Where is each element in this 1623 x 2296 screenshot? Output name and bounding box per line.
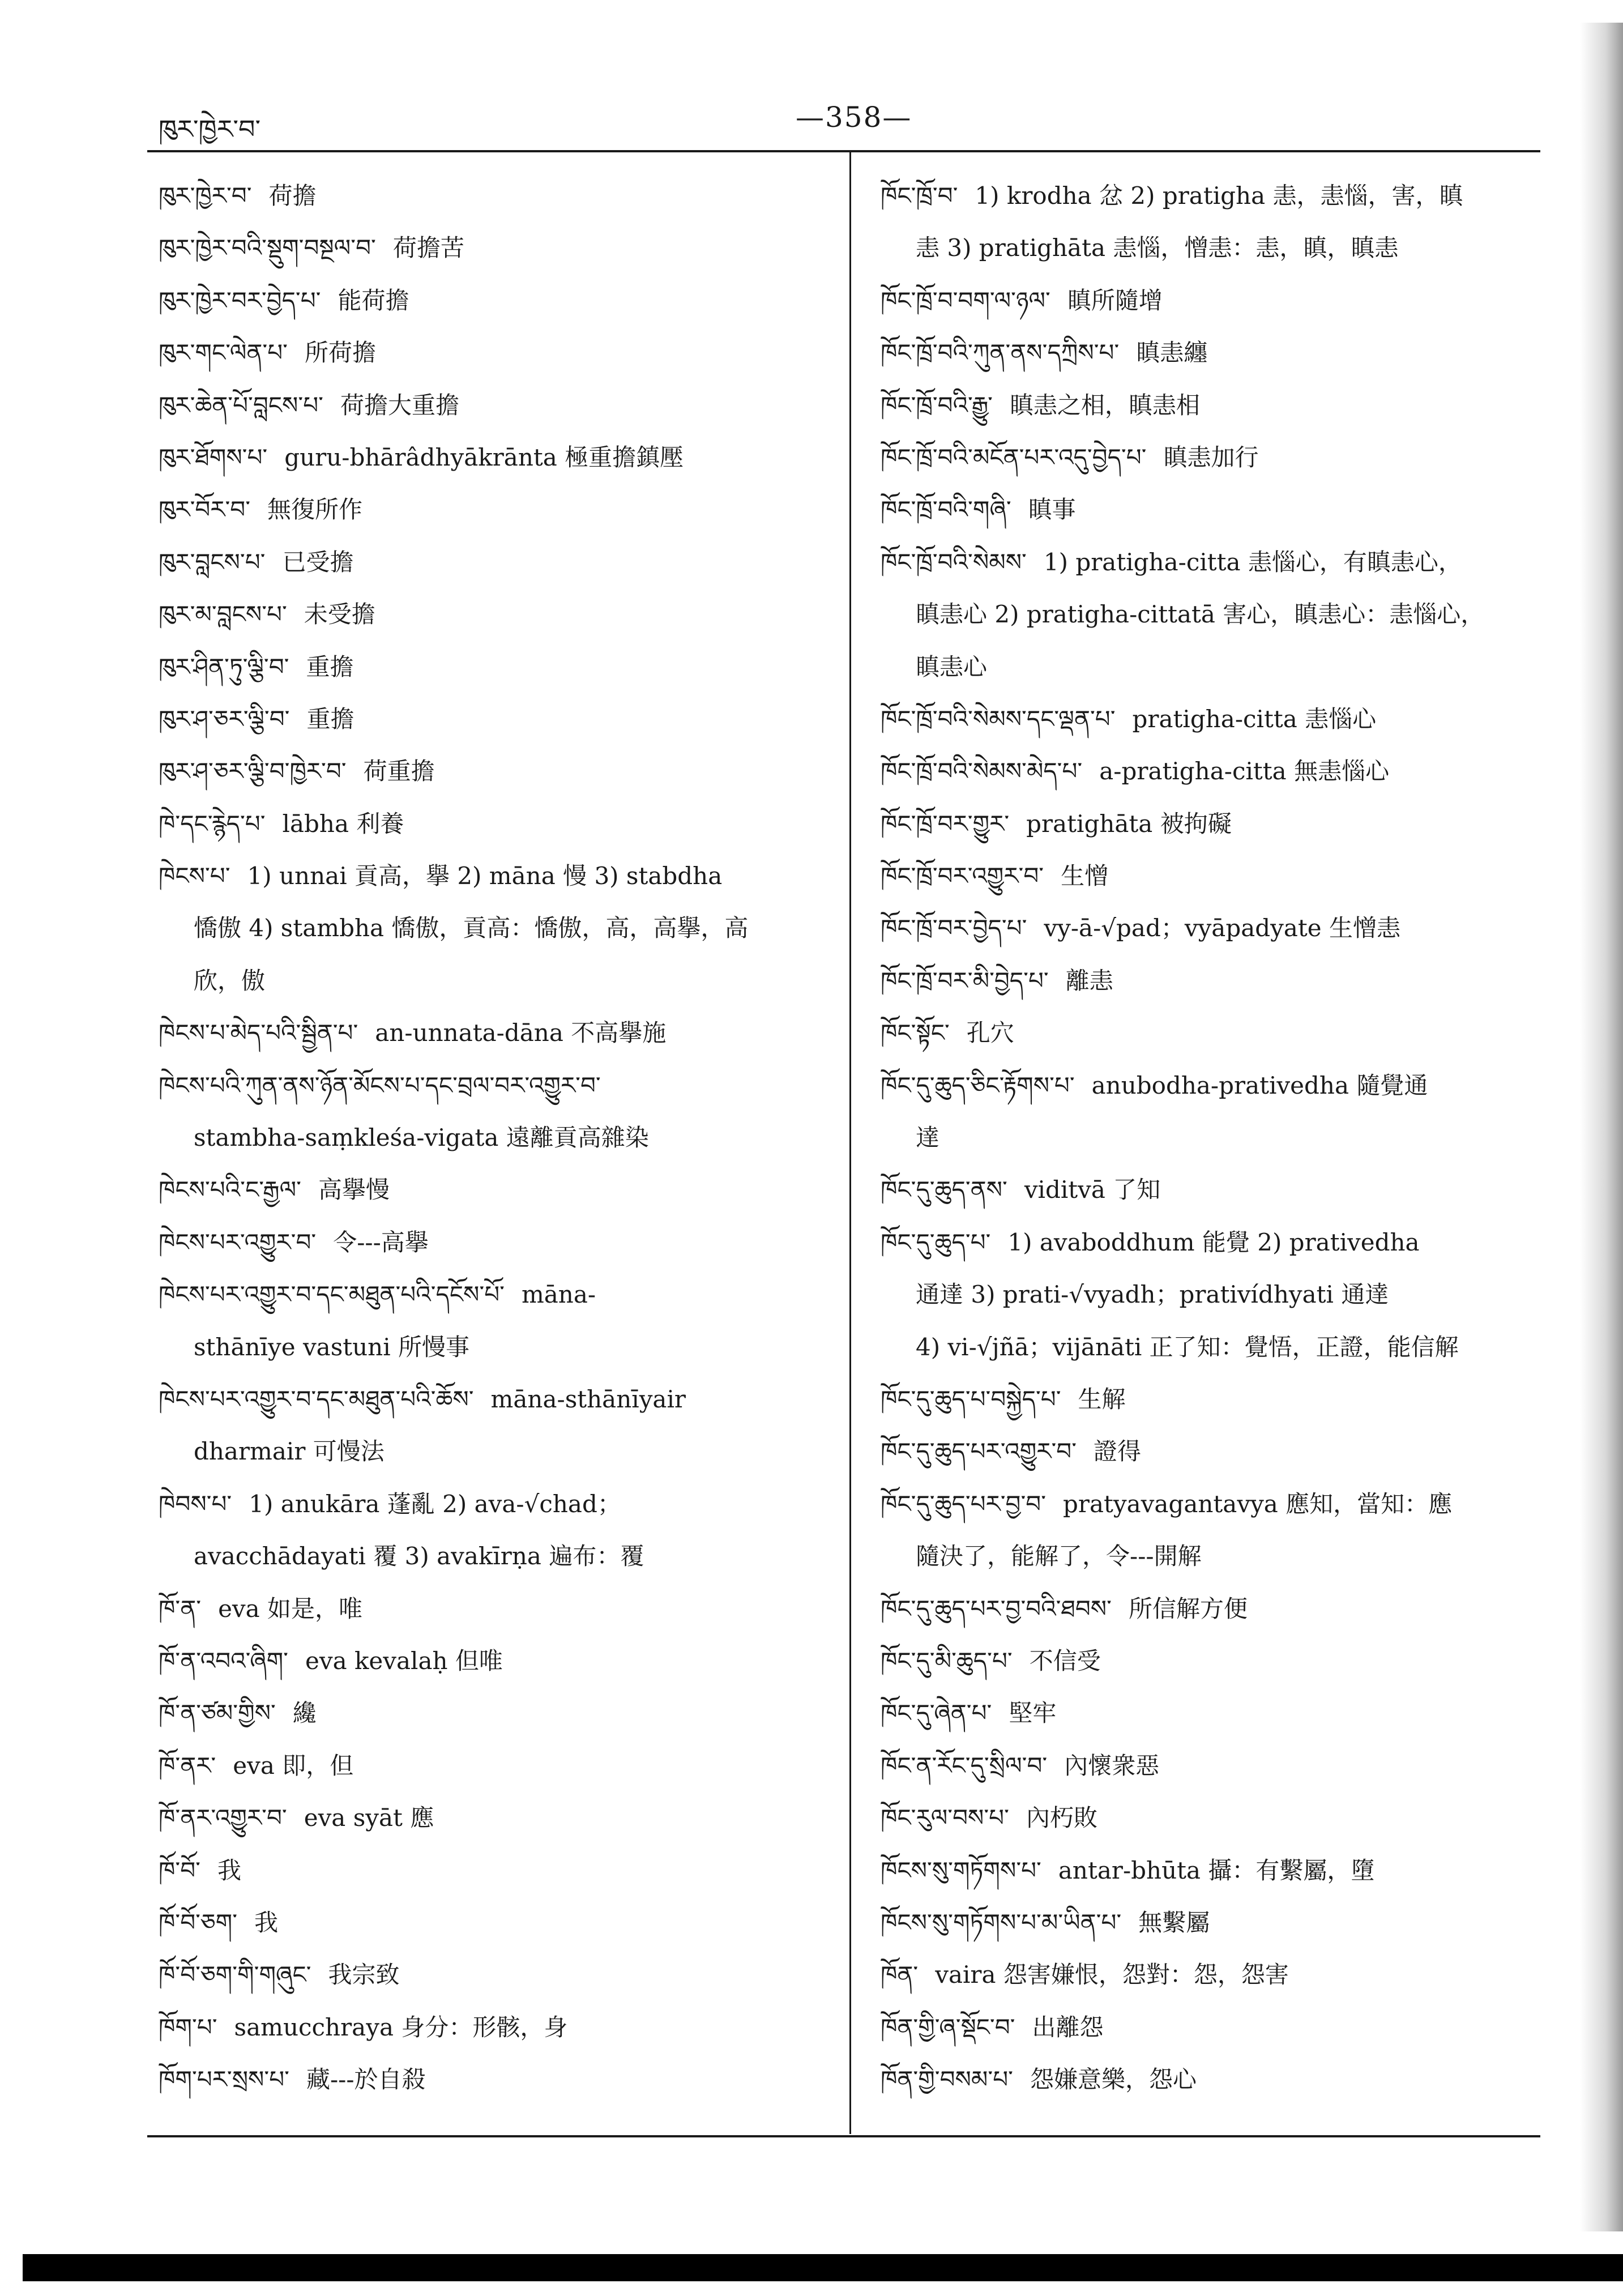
entry-gloss: 達 xyxy=(916,1124,940,1152)
tibetan-headword: ཁོག་པར་སྲས་པ་ xyxy=(159,2065,289,2094)
dictionary-entry xyxy=(159,222,827,274)
dictionary-entry xyxy=(881,327,1549,379)
entry-continuation xyxy=(159,1530,827,1582)
dictionary-entry xyxy=(159,536,827,588)
tibetan-headword: ཁེབས་པ་ xyxy=(159,1490,232,1518)
tibetan-headword: ཁུར་ཆེན་པོ་བླངས་པ་ xyxy=(159,391,323,419)
tibetan-headword: ཁོང་ཁྲོ་བར་བྱེད་པ་ xyxy=(881,914,1027,942)
column-divider xyxy=(849,152,851,2134)
dictionary-entry xyxy=(159,745,827,797)
entry-gloss: 所荷擔 xyxy=(304,339,376,367)
tibetan-headword: ཁོང་ཁྲོ་བའི་སེམས་དང་ལྡན་པ་ xyxy=(881,705,1116,733)
tibetan-headword: ཁུར་ཤ་ཅར་ལྕི་བ་ xyxy=(159,705,290,733)
entry-gloss: 隨決了，能解了，令---開解 xyxy=(916,1542,1202,1571)
tibetan-headword: ཁོ་ན་ཙམ་གྱིས་ xyxy=(159,1699,276,1727)
entry-gloss: māna-sthānīyair xyxy=(490,1385,686,1413)
entry-gloss: 無繫屬 xyxy=(1138,1908,1210,1936)
entry-gloss: 1) unnai 貢高，擧 2) māna 慢 3) stabdha xyxy=(247,862,723,890)
tibetan-headword: ཁོང་རུལ་བས་པ་ xyxy=(881,1804,1009,1832)
dictionary-entry xyxy=(881,536,1549,588)
tibetan-headword: ཁེ་དང་རྙེད་པ་ xyxy=(159,809,266,838)
tibetan-headword: ཁོ་བོ་ཅག་གི་གཞུང་ xyxy=(159,1961,311,1989)
entry-gloss: antar-bhūta 攝：有繫屬，墮 xyxy=(1058,1856,1375,1884)
tibetan-headword: ཁོང་ཁྲོ་བར་མི་བྱེད་པ་ xyxy=(881,966,1049,995)
entry-gloss: 1) anukāra 蓬亂 2) ava-√chad； xyxy=(249,1490,621,1518)
entry-continuation xyxy=(159,1426,827,1478)
entry-gloss: lābha 利養 xyxy=(282,809,404,838)
entry-gloss: vaira 怨害嫌恨，怨對：怨，怨害 xyxy=(935,1961,1289,1989)
entry-continuation xyxy=(881,1269,1549,1321)
entry-gloss: sthānīye vastuni 所慢事 xyxy=(194,1333,470,1361)
tibetan-headword: ཁོན་གྱི་བསམ་པ་ xyxy=(881,2065,1013,2094)
entry-gloss: 生憎 xyxy=(1061,862,1109,890)
dictionary-entry xyxy=(881,1635,1549,1687)
entry-gloss: 瞋恚心 xyxy=(916,652,988,681)
entry-gloss: 瞋恚加行 xyxy=(1163,443,1259,471)
dictionary-entry xyxy=(881,1583,1549,1635)
dictionary-entry xyxy=(159,1949,827,2001)
dictionary-entry xyxy=(159,1373,827,1426)
dictionary-entry xyxy=(881,1426,1549,1478)
tibetan-headword: ཁོང་དུ་ཆུད་པར་བྱ་བ་ xyxy=(881,1490,1047,1518)
entry-gloss: 瞋所隨增 xyxy=(1067,286,1163,314)
entry-gloss: eva syāt 應 xyxy=(304,1804,434,1832)
tibetan-headword: ཁོངས་སུ་གཏོགས་པ་མ་ཡིན་པ་ xyxy=(881,1908,1122,1936)
dictionary-entry xyxy=(159,850,827,902)
entry-continuation xyxy=(881,588,1549,641)
dictionary-entry xyxy=(159,327,827,379)
tibetan-headword: ཁེངས་པའི་ཀུན་ནས་ཉོན་མོངས་པ་དང་བྲལ་བར་འགྱུར་བ་ xyxy=(159,1071,601,1099)
dictionary-entry xyxy=(159,798,827,850)
tibetan-headword: ཁོང་ཁྲོ་བར་གྱུར་ xyxy=(881,809,1010,838)
tibetan-headword: ཁོ་བོ་ xyxy=(159,1856,200,1884)
tibetan-headword: ཁོང་དུ་ཆུད་ནས་ xyxy=(881,1176,1007,1204)
dictionary-entry xyxy=(159,1897,827,1949)
tibetan-headword: ཁོང་ཁྲོ་བའི་མངོན་པར་འདུ་བྱེད་པ་ xyxy=(881,443,1147,471)
tibetan-headword: ཁོ་ནར་འགྱུར་བ་ xyxy=(159,1804,287,1832)
entry-gloss: 瞋恚之相，瞋恚相 xyxy=(1009,391,1200,419)
entry-gloss: 高擧慢 xyxy=(318,1176,390,1204)
dictionary-entry xyxy=(881,1007,1549,1059)
dictionary-entry xyxy=(159,1217,827,1269)
dictionary-entry xyxy=(159,1687,827,1739)
entry-gloss: 欣，傲 xyxy=(194,966,266,995)
entry-gloss: a-pratigha-citta 無恚惱心 xyxy=(1099,757,1390,786)
entry-gloss: 證得 xyxy=(1094,1437,1142,1466)
entry-continuation xyxy=(881,1321,1549,1373)
entry-gloss: samucchraya 身分：形骸，身 xyxy=(234,2013,568,2041)
dictionary-entry xyxy=(159,1269,827,1321)
tibetan-headword: ཁོང་ཁྲོ་བ་ xyxy=(881,182,958,210)
dictionary-entry xyxy=(159,1740,827,1792)
entry-gloss: avacchādayati 覆 3) avakīrṇa 遍布：覆 xyxy=(194,1542,644,1571)
tibetan-headword: ཁོན་གྱི་ཞ་སྡོང་བ་ xyxy=(881,2013,1015,2041)
entry-gloss: 1) pratigha-citta 恚惱心，有瞋恚心， xyxy=(1043,548,1462,576)
tibetan-headword: ཁོང་དུ་མི་ཆུད་པ་ xyxy=(881,1646,1013,1675)
entry-gloss: 纔 xyxy=(292,1699,317,1727)
entry-gloss: māna- xyxy=(521,1281,596,1309)
entry-gloss: 重擔 xyxy=(306,652,354,681)
scan-border xyxy=(23,2254,1623,2281)
tibetan-headword: ཁོང་དུ་ཆུད་པ་བསྐྱེད་པ་ xyxy=(881,1385,1061,1413)
entry-gloss: 藏---於自殺 xyxy=(306,2065,426,2094)
dictionary-entry xyxy=(881,955,1549,1007)
entry-gloss: 通達 3) prati-√vyadh；prativídhyati 通達 xyxy=(916,1281,1389,1309)
dictionary-entry xyxy=(881,1373,1549,1426)
entry-continuation xyxy=(881,1112,1549,1164)
entry-gloss: guru-bhārâdhyākrānta 極重擔鎮壓 xyxy=(284,443,684,471)
dictionary-entry xyxy=(159,588,827,641)
entry-gloss: 荷擔苦 xyxy=(392,234,464,262)
tibetan-headword: ཁེངས་པར་འགྱུར་བ་དང་མཐུན་པའི་ཆོས་ xyxy=(159,1385,474,1413)
entry-gloss: 1) krodha 忿 2) pratigha 恚，恚惱，害，瞋 xyxy=(975,182,1463,210)
tibetan-headword: ཁོང་དུ་ཆུད་ཅིང་རྟོགས་པ་ xyxy=(881,1071,1075,1099)
tibetan-headword: ཁེངས་པར་འགྱུར་བ་དང་མཐུན་པའི་དངོས་པོ་ xyxy=(159,1281,505,1309)
entry-continuation xyxy=(159,1112,827,1164)
tibetan-headword: ཁོང་ཁྲོ་བར་འགྱུར་བ་ xyxy=(881,862,1044,890)
entry-gloss: eva 即，但 xyxy=(233,1751,354,1779)
tibetan-headword: ཁོང་དུ་ཆུད་པར་འགྱུར་བ་ xyxy=(881,1437,1077,1466)
entry-gloss: pratighāta 被拘礙 xyxy=(1026,809,1232,838)
tibetan-headword: ཁུར་ཁྱེར་བའི་སྡུག་བསྔལ་བ་ xyxy=(159,234,376,262)
dictionary-entry xyxy=(881,170,1549,222)
entry-gloss: 1) avaboddhum 能覺 2) prativedha xyxy=(1007,1228,1420,1256)
dictionary-entry xyxy=(881,1792,1549,1844)
dictionary-entry xyxy=(881,484,1549,536)
bottom-rule xyxy=(147,2135,1540,2137)
tibetan-headword: ཁོ་ན་ xyxy=(159,1594,202,1623)
tibetan-headword: ཁོ་ནར་ xyxy=(159,1751,216,1779)
entry-gloss: 怨嫌意樂，怨心 xyxy=(1030,2065,1197,2094)
dictionary-entry xyxy=(159,2001,827,2054)
dictionary-entry xyxy=(159,1635,827,1687)
tibetan-headword: ཁུར་ཁྱེར་བར་བྱེད་པ་ xyxy=(159,286,321,314)
dictionary-entry xyxy=(159,1478,827,1530)
dictionary-entry xyxy=(881,1897,1549,1949)
entry-gloss: 瞋事 xyxy=(1028,496,1076,524)
entry-gloss: vy-ā-√pad；vyāpadyate 生憎恚 xyxy=(1044,914,1401,942)
entry-gloss: 荷擔 xyxy=(268,182,317,210)
entry-gloss: eva 如是，唯 xyxy=(218,1594,363,1623)
dictionary-entry xyxy=(881,1217,1549,1269)
entry-gloss: dharmair 可慢法 xyxy=(194,1437,385,1466)
tibetan-headword: ཁོངས་སུ་གཏོགས་པ་ xyxy=(881,1856,1041,1884)
entry-gloss: 孔穴 xyxy=(966,1019,1014,1047)
dictionary-entry xyxy=(881,1478,1549,1530)
entry-gloss: 出離怨 xyxy=(1032,2013,1104,2041)
entry-gloss: 已受擔 xyxy=(282,548,354,576)
tibetan-headword: ཁོ་ན་འབའ་ཞིག་ xyxy=(159,1646,288,1675)
entry-gloss: pratyavagantavya 應知，當知：應 xyxy=(1063,1490,1453,1518)
entry-gloss: 我宗致 xyxy=(328,1961,400,1989)
entry-gloss: 堅牢 xyxy=(1009,1699,1057,1727)
tibetan-headword: ཁོང་དུ་ཆུད་པར་བྱ་བའི་ཐབས་ xyxy=(881,1594,1112,1623)
dictionary-entry xyxy=(881,1740,1549,1792)
entry-continuation xyxy=(159,902,827,954)
dictionary-entry xyxy=(881,2054,1549,2106)
tibetan-headword: ཁུར་ཤིན་ཏུ་ལྕི་བ་ xyxy=(159,652,289,681)
tibetan-headword: ཁུར་ཐོགས་པ་ xyxy=(159,443,268,471)
tibetan-headword: ཁེངས་པར་འགྱུར་བ་ xyxy=(159,1228,317,1256)
entry-gloss: 內懷衆惡 xyxy=(1064,1751,1160,1779)
entry-gloss: pratigha-citta 恚惱心 xyxy=(1132,705,1377,733)
tibetan-headword: ཁུར་བླངས་པ་ xyxy=(159,548,266,576)
dictionary-entry xyxy=(159,1583,827,1635)
tibetan-headword: ཁོང་དུ་ཆུད་པ་ xyxy=(881,1228,991,1256)
entry-gloss: 我 xyxy=(254,1908,279,1936)
dictionary-entry xyxy=(881,902,1549,954)
tibetan-headword: ཁོ་བོ་ཅག་ xyxy=(159,1908,238,1936)
entry-gloss: 4) vi-√jñā；vijānāti 正了知：覺悟，正證，能信解 xyxy=(916,1333,1459,1361)
tibetan-headword: ཁུར་ཤ་ཅར་ལྕི་བ་ཁྱེར་བ་ xyxy=(159,757,347,786)
running-header: ཁུར་ཁྱེར་བ་ xyxy=(159,114,261,144)
entry-gloss: viditvā 了知 xyxy=(1024,1176,1161,1204)
tibetan-headword: ཁོང་ཁྲོ་བའི་ཀུན་ནས་དཀྲིས་པ་ xyxy=(881,339,1120,367)
tibetan-headword: ཁེངས་པ་ xyxy=(159,862,230,890)
entry-continuation xyxy=(159,955,827,1007)
page-number: —358— xyxy=(796,101,912,134)
entry-gloss: 內朽敗 xyxy=(1026,1804,1097,1832)
dictionary-entry xyxy=(881,1845,1549,1897)
dictionary-entry xyxy=(881,1164,1549,1216)
right-column xyxy=(881,170,1549,2106)
tibetan-headword: ཁེངས་པའི་ང་རྒྱལ་ xyxy=(159,1176,302,1204)
entry-gloss: 離恚 xyxy=(1065,966,1113,995)
dictionary-entry xyxy=(881,1687,1549,1739)
dictionary-entry xyxy=(159,484,827,536)
dictionary-entry xyxy=(159,2054,827,2106)
entry-gloss: 瞋恚心 2) pratigha-cittatā 害心，瞋恚心：恚惱心， xyxy=(916,600,1485,629)
entry-gloss: 不信受 xyxy=(1029,1646,1101,1675)
dictionary-entry xyxy=(159,275,827,327)
entry-continuation xyxy=(881,1530,1549,1582)
dictionary-entry xyxy=(881,1949,1549,2001)
entry-gloss: 無復所作 xyxy=(267,496,363,524)
dictionary-entry xyxy=(881,798,1549,850)
dictionary-entry xyxy=(881,745,1549,797)
entry-gloss: 恚 3) pratighāta 恚惱，憎恚：恚，瞋，瞋恚 xyxy=(916,234,1399,262)
dictionary-entry xyxy=(159,1060,827,1112)
tibetan-headword: ཁོང་ཁྲོ་བའི་རྒྱུ་ xyxy=(881,391,993,419)
entry-gloss: 瞋恚纏 xyxy=(1136,339,1208,367)
dictionary-entry xyxy=(881,850,1549,902)
tibetan-headword: ཁུར་གང་ལེན་པ་ xyxy=(159,339,288,367)
tibetan-headword: ཁུར་མ་བླངས་པ་ xyxy=(159,600,287,629)
dictionary-entry xyxy=(159,1164,827,1216)
entry-gloss: 重擔 xyxy=(306,705,355,733)
dictionary-entry xyxy=(159,170,827,222)
left-column xyxy=(159,170,827,2106)
dictionary-entry xyxy=(881,275,1549,327)
tibetan-headword: ཁོང་སྟོང་ xyxy=(881,1019,950,1047)
entry-gloss: 能荷擔 xyxy=(338,286,409,314)
tibetan-headword: ཁོང་དུ་ཞེན་པ་ xyxy=(881,1699,992,1727)
entry-gloss: stambha-saṃkleśa-vigata 遠離貢高雜染 xyxy=(194,1124,649,1152)
dictionary-entry xyxy=(159,641,827,693)
entry-gloss: 令---高擧 xyxy=(333,1228,429,1256)
entry-continuation xyxy=(881,641,1549,693)
entry-gloss: 荷重擔 xyxy=(363,757,435,786)
entry-continuation xyxy=(881,222,1549,274)
tibetan-headword: ཁུར་བོར་བ་ xyxy=(159,496,251,524)
entry-gloss: anubodha-prativedha 隨覺通 xyxy=(1091,1071,1428,1099)
top-rule xyxy=(147,150,1540,152)
tibetan-headword: ཁོང་ན་རོང་དུ་སྲིལ་བ་ xyxy=(881,1751,1048,1779)
tibetan-headword: ཁོང་ཁྲོ་བའི་སེམས་མེད་པ་ xyxy=(881,757,1083,786)
entry-gloss: 所信解方便 xyxy=(1128,1594,1248,1623)
dictionary-entry xyxy=(881,693,1549,745)
dictionary-entry xyxy=(881,2001,1549,2054)
tibetan-headword: ཁོང་ཁྲོ་བའི་སེམས་ xyxy=(881,548,1027,576)
entry-gloss: 未受擔 xyxy=(304,600,375,629)
dictionary-entry xyxy=(159,432,827,484)
tibetan-headword: ཁོང་ཁྲོ་བ་བག་ལ་ཉལ་ xyxy=(881,286,1050,314)
entry-gloss: 荷擔大重擔 xyxy=(340,391,459,419)
tibetan-headword: ཁེངས་པ་མེད་པའི་སྦྱིན་པ་ xyxy=(159,1019,358,1047)
tibetan-headword: ཁོག་པ་ xyxy=(159,2013,217,2041)
entry-gloss: an-unnata-dāna 不高擧施 xyxy=(375,1019,667,1047)
entry-gloss: 生解 xyxy=(1078,1385,1126,1413)
entry-gloss: 憍傲 4) stambha 憍傲，貢高：憍傲，高，高擧，高 xyxy=(194,914,749,942)
dictionary-entry xyxy=(159,379,827,432)
dictionary-entry xyxy=(881,379,1549,432)
dictionary-entry xyxy=(159,1007,827,1059)
page-edge-shadow xyxy=(1580,23,1623,2231)
tibetan-headword: ཁོན་ xyxy=(881,1961,919,1989)
dictionary-entry xyxy=(159,1845,827,1897)
dictionary-entry xyxy=(159,693,827,745)
dictionary-entry xyxy=(159,1792,827,1844)
tibetan-headword: ཁོང་ཁྲོ་བའི་གཞི་ xyxy=(881,496,1011,524)
dictionary-entry xyxy=(881,432,1549,484)
entry-gloss: eva kevalaḥ 但唯 xyxy=(305,1646,503,1675)
dictionary-entry xyxy=(881,1060,1549,1112)
entry-continuation xyxy=(159,1321,827,1373)
tibetan-headword: ཁུར་ཁྱེར་བ་ xyxy=(159,182,252,210)
entry-gloss: 我 xyxy=(217,1856,241,1884)
